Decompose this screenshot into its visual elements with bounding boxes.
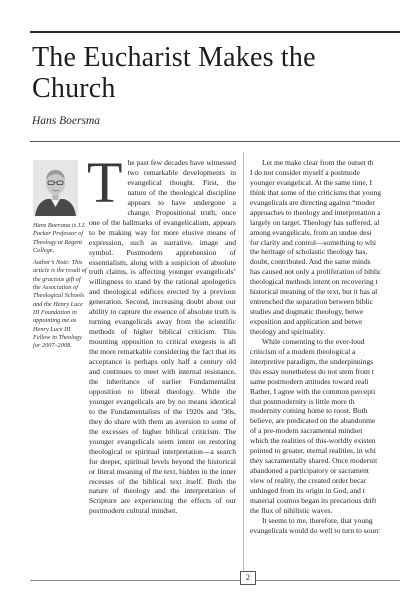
author-note: Author’s Note: This article is the result of the gracious gift of the Association of Theological Schools and the Henry Luce III Foundation in appointing me as Henry Luce III Fellow in Theology for 2007–2008. [33,259,87,350]
text-line: younger evangelical. At the same time, I [250,177,372,187]
author-photo [33,160,78,216]
text-line: unhinged from its origin in God, and t [250,485,365,495]
header-divider [30,141,400,142]
column-divider [243,152,244,574]
text-line: evangelicals would do well to turn to sourc [250,525,381,535]
text-line: Rather, I agree with the common percepti [250,386,376,396]
text-line: exposition and application and betwe [250,317,363,326]
text-line: Let me make clear from the outset th [262,158,374,167]
author-portrait-image [33,160,78,216]
text-line: this essay nonetheless do not stem from t [250,366,374,376]
top-rule [30,31,400,33]
text-line: theological methods intent on recovering t [250,277,378,287]
text-line: believe, are predicated on the abandonme [250,416,376,426]
text-line: same postmodern attitudes toward reali [250,376,369,386]
text-line: It seems to me, therefore, that young [262,515,373,525]
text-line: that postmodernity is little more th [250,396,355,406]
text-line: approaches to theology and interpretation a [250,207,381,217]
article-title: The Eucharist Makes the Church [32,42,316,104]
text-line: they sacramentally shared. Once modernit [250,456,378,466]
author-byline: Hans Boersma [32,115,101,127]
drop-cap: T [87,150,123,215]
text-line: of a pre-modern sacramental mindset [250,426,363,436]
text-line: evangelicals are directing against “moder [250,197,375,207]
text-line: view of reality, the created order becar [250,476,367,485]
text-line: the flux of nihilistic waves. [250,505,333,515]
text-line: doubt, contributed. And the same minds [250,257,371,267]
text-line: studies and dogmatic theology, betwe [250,307,364,317]
text-line: While consenting to the ever-loud [262,336,365,346]
text-line: theology and spirituality. [250,326,326,336]
bio-text: Hans Boersma is J.I. Packer Professor of Theology at Regent College. [33,222,86,254]
text-line: which the realities of this-worldly existen [250,436,376,446]
text-line: abandoned a participatory or sacrament [250,466,370,476]
text-line: material cosmos began its precarious drift [250,495,377,505]
text-line: largely on target. Theology has suffered, al [250,217,380,227]
author-bio [33,222,89,354]
paragraph-text: he past few decades have witnessed two remarkable developments in evangelical thought. First, the nature of the theological discipline appears to have undergone a change. Propositional truth, once one of the hallmarks of evangelicalism, appears to be making way for more elusive means of expression, such as narrative, image and symbol. Postmodern apprehension of essentialism, along with a suspicion of absolute truth claims, is affecting younger evangelicals’ willingness to stand by the rational apologetics and theological edifices erected by a previous generation. Second, increasing doubt about our ability to capture the essence of absolute truth is turning evangelicals away from the scientific methods of higher biblical criticism. This mounting opposition to critical exegesis is all the more remarkable considering the fact that its acceptance is perhaps only half a century old and continues to meet with internal resistance, the inheritance of earlier Fundamentalist opposition to liberal theology. While the younger evangelicals are by no means identical to the Fundamentalists of the 1920s and ’30s, they do share with them an aversion to some of the excesses of higher biblical criticism. The younger evangelicals seem intent on restoring theological or spiritual interpretation—a search for deeper, spiritual levels beyond the historical or literal meaning of the text, hidden in the inner recesses of the biblical text itself. Both the nature of theology and the interpretation of Scripture are experiencing the effects of our postmodern cultural mindset. [89,158,236,516]
text-line: modernity coming home to roost. Both [250,406,368,416]
text-line: pointed to greater, eternal realities, in whi [250,446,376,456]
text-line: entrenched the separation between biblic [250,297,374,307]
text-line: think that some of the criticisms that young [250,187,382,197]
footer-rule [30,580,400,581]
text-line: has caused not only a proliferation of biblic [250,267,382,277]
body-column-1 [87,150,236,516]
paragraph [87,150,236,516]
text-line: the heritage of scholastic theology has, [250,247,368,257]
body-column-2 [250,158,400,536]
page-number: 2 [240,571,256,585]
text-line: historical meaning of the text, but it has al [250,287,378,297]
text-line: for clarity and control—something to whi [250,237,376,247]
text-line: among evangelicals, from an undue desi [250,227,372,237]
text-line: I do not consider myself a postmode [250,167,360,177]
text-line: criticism of a modern theological a [250,346,356,356]
text-line: interpretive paradigm, the underpinnings [250,356,374,366]
